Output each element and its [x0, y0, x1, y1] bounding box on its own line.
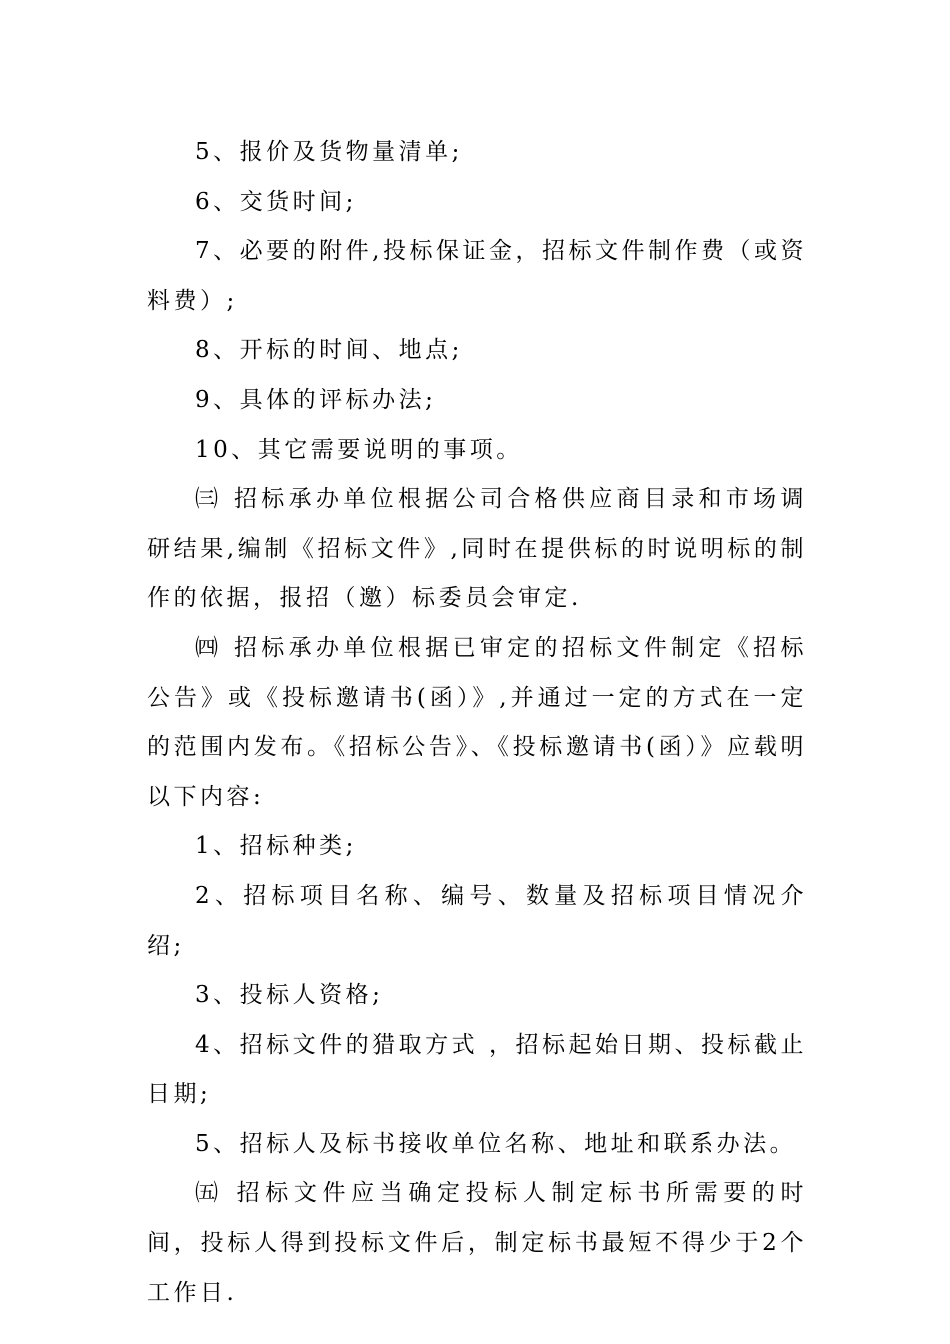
list-item-quote-goods: 5、报价及货物量清单;	[195, 139, 463, 165]
list-item-bidder-qualification: 3、投标人资格;	[195, 982, 384, 1009]
list-item-contact-info: 5、招标人及标书接收单位名称、地址和联系办法。	[195, 1130, 797, 1157]
list-item-document-access: 4、招标文件的猎取方式 ，招标起始日期、投标截止日期;	[147, 1031, 807, 1108]
list-item-evaluation: 9、具体的评标办法;	[195, 386, 437, 413]
list-item-attachments: 7、必要的附件,投标保证金，招标文件制作费（或资料费）;	[147, 238, 807, 314]
list-item-opening-time: 8、开标的时间、地点;	[195, 337, 463, 364]
section-three-paragraph: ㈢ 招标承办单位根据公司合格供应商目录和市场调研结果,编制《招标文件》,同时在提供标的时说明标的制作的依据，报招（邀）标委员会审定.	[147, 486, 807, 612]
section-five-paragraph: ㈤ 招标文件应当确定投标人制定标书所需要的时间，投标人得到投标文件后，制定标书最短不得少于2个工作日.	[147, 1180, 807, 1306]
document-body	[147, 128, 807, 1318]
list-item-other-matters: 10、其它需要说明的事项。	[195, 436, 523, 463]
list-item-delivery-time: 6、交货时间;	[195, 188, 357, 215]
list-item-tender-type: 1、招标种类;	[195, 833, 357, 860]
section-four-paragraph: ㈣ 招标承办单位根据已审定的招标文件制定《招标公告》或《投标邀请书(函）》,并通过一定的方式在一定的范围内发布。《招标公告》、《投标邀请书(函）》应载明以下内容:	[147, 634, 807, 810]
list-item-project-info: 2、招标项目名称、编号、数量及招标项目情况介绍;	[147, 882, 807, 959]
